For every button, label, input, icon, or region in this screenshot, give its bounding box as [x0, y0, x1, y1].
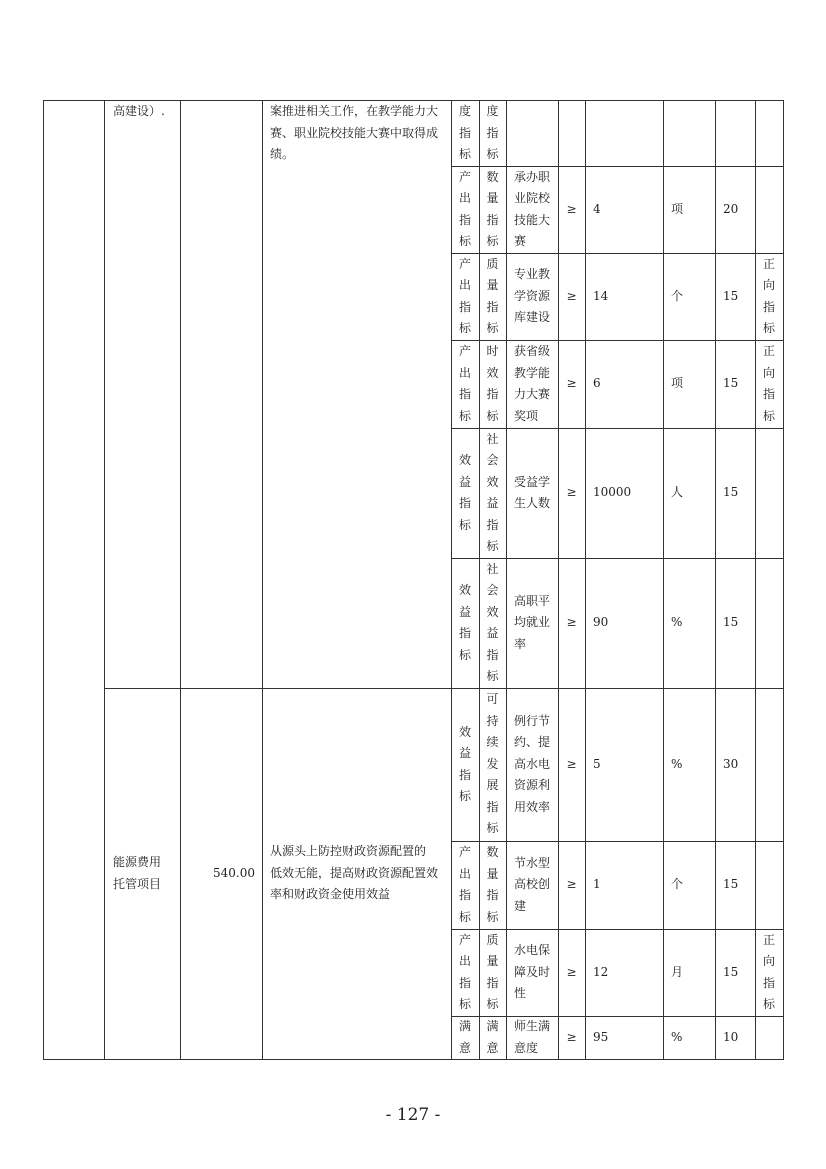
operator-cell: ≥	[566, 485, 577, 500]
level1-indicator-cell: 产 出 指 标	[458, 344, 471, 423]
project-description: 从源头上防控财政资源配置的 低效无能，提高财政资源配置效 率和财政资金使用效益	[270, 844, 439, 901]
level2-indicator-cell: 数 量 指 标	[486, 845, 499, 924]
level1-indicator-cell: 产 出 指 标	[458, 169, 471, 248]
table-border-right	[783, 100, 784, 1060]
score-cell: 15	[723, 288, 739, 303]
operator-cell: ≥	[566, 1029, 577, 1044]
level1-indicator-cell: 效 益 指 标	[458, 583, 471, 662]
column-divider	[663, 100, 664, 1060]
operator-cell: ≥	[566, 201, 577, 216]
column-divider	[585, 100, 586, 1060]
score-cell: 30	[723, 756, 739, 771]
level2-indicator-cell: 社 会 效 益 指 标	[486, 561, 499, 683]
score-cell: 10	[723, 1029, 739, 1044]
indicator-name-cell: 受益学 生人数	[514, 474, 551, 510]
project-description-continued: 案推进相关工作，在教学能力大 赛、职业院校技能大赛中取得成 绩。	[270, 104, 439, 161]
level2-indicator-cell: 数 量 指 标	[486, 169, 499, 248]
indicator-name-cell: 高职平 均就业 率	[514, 593, 551, 651]
level2-indicator-cell: 社 会 效 益 指 标	[486, 431, 499, 553]
column-divider	[558, 100, 559, 1060]
direction-cell: 正 向 指 标	[762, 344, 775, 423]
indicator-name-cell: 节水型 高校创 建	[514, 855, 551, 913]
project-amount: 540.00	[213, 866, 255, 880]
target-value-cell: 14	[593, 288, 609, 303]
level1-indicator-cell: 产 出 指 标	[458, 845, 471, 924]
unit-cell: 人	[671, 485, 684, 500]
score-cell: 15	[723, 964, 739, 979]
unit-cell: %	[671, 1029, 683, 1044]
score-cell: 15	[723, 376, 739, 391]
unit-cell: %	[671, 756, 683, 771]
operator-cell: ≥	[566, 288, 577, 303]
table-border-left	[43, 100, 44, 1060]
table-border-bottom	[43, 1059, 784, 1060]
page-number: - 127 -	[385, 1105, 441, 1125]
column-divider	[506, 100, 507, 1060]
operator-cell: ≥	[566, 756, 577, 771]
level2-indicator-cell: 度 指 标	[486, 104, 499, 161]
level2-indicator-cell: 时 效 指 标	[486, 344, 499, 423]
operator-cell: ≥	[566, 376, 577, 391]
column-divider	[104, 100, 105, 1060]
level1-indicator-cell: 产 出 指 标	[458, 932, 471, 1011]
level2-indicator-cell: 质 量 指 标	[486, 256, 499, 335]
column-divider	[262, 100, 263, 1060]
score-cell: 20	[723, 201, 739, 216]
level2-indicator-cell: 质 量 指 标	[486, 932, 499, 1011]
direction-cell: 正 向 指 标	[762, 256, 775, 335]
level1-indicator-cell: 满 意	[458, 1019, 471, 1055]
target-value-cell: 12	[593, 964, 609, 979]
operator-cell: ≥	[566, 615, 577, 630]
project-name-continued: 高建设）.	[113, 104, 165, 118]
level1-indicator-cell: 效 益 指 标	[458, 724, 471, 803]
operator-cell: ≥	[566, 877, 577, 892]
score-cell: 15	[723, 877, 739, 892]
level1-indicator-cell: 产 出 指 标	[458, 256, 471, 335]
unit-cell: 个	[671, 877, 684, 892]
level2-indicator-cell: 满 意	[486, 1019, 499, 1055]
indicator-name-cell: 获省级 教学能 力大赛 奖项	[514, 344, 551, 423]
target-value-cell: 1	[593, 877, 601, 892]
indicator-name-cell: 专业教 学资源 库建设	[514, 267, 551, 325]
indicator-name-cell: 水电保 障及时 性	[514, 943, 551, 1001]
indicator-name-cell: 例行节 约、提 高水电 资源利 用效率	[514, 713, 551, 814]
operator-cell: ≥	[566, 964, 577, 979]
level1-indicator-cell: 效 益 指 标	[458, 453, 471, 532]
column-divider	[180, 100, 181, 1060]
unit-cell: 月	[671, 964, 684, 979]
indicator-name-cell: 师生满 意度	[514, 1019, 551, 1055]
level1-indicator-cell: 度 指 标	[458, 104, 471, 161]
level2-indicator-cell: 可 持 续 发 展 指 标	[486, 692, 499, 836]
column-divider	[715, 100, 716, 1060]
indicator-name-cell: 承办职 业院校 技能大 赛	[514, 169, 551, 248]
unit-cell: 项	[671, 376, 684, 391]
target-value-cell: 10000	[593, 485, 632, 500]
unit-cell: %	[671, 615, 683, 630]
column-divider	[755, 100, 756, 1060]
score-cell: 15	[723, 615, 739, 630]
target-value-cell: 90	[593, 615, 609, 630]
target-value-cell: 95	[593, 1029, 609, 1044]
score-cell: 15	[723, 485, 739, 500]
target-value-cell: 6	[593, 376, 601, 391]
target-value-cell: 4	[593, 201, 601, 216]
direction-cell: 正 向 指 标	[762, 932, 775, 1011]
project-name: 能源费用 托管项目	[113, 855, 162, 891]
unit-cell: 项	[671, 201, 684, 216]
unit-cell: 个	[671, 288, 684, 303]
section-divider	[104, 688, 784, 689]
performance-table	[43, 100, 784, 1060]
target-value-cell: 5	[593, 756, 601, 771]
